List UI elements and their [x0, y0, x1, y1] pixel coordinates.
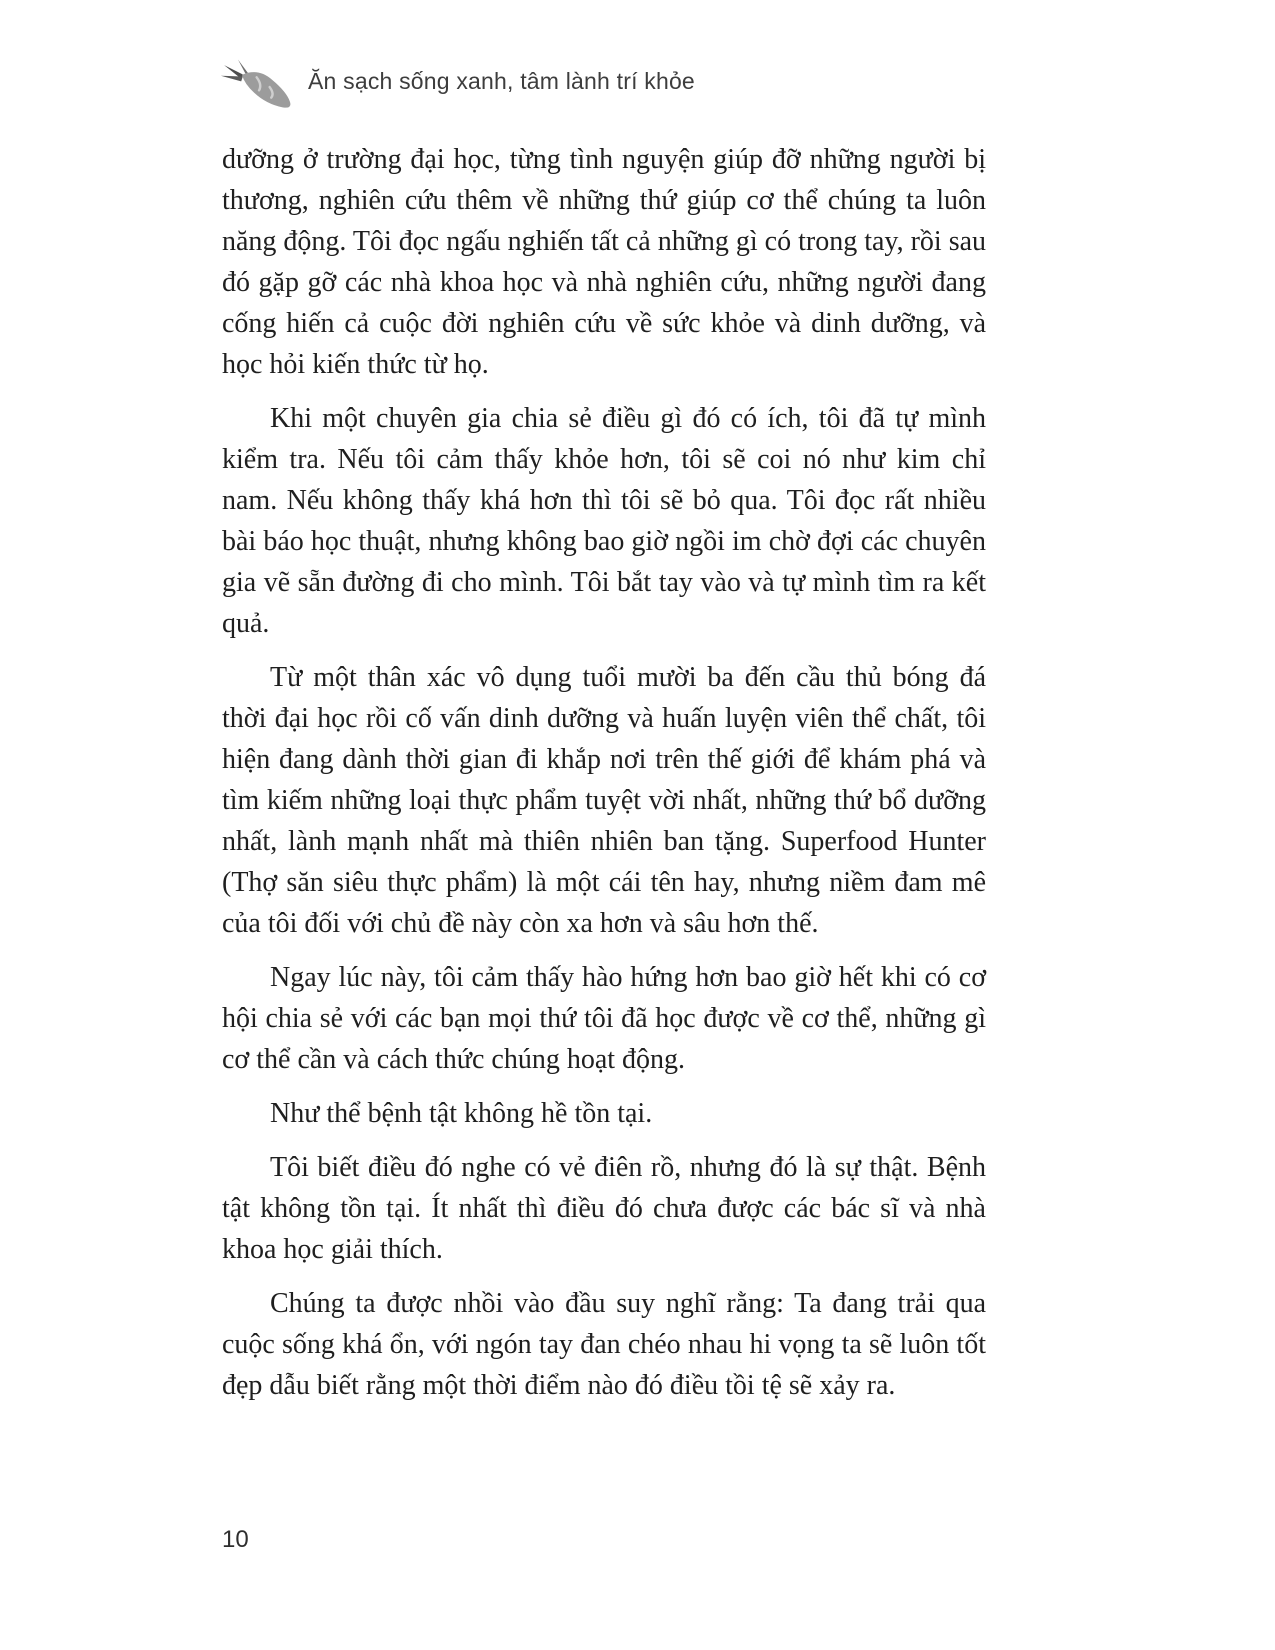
paragraph: Tôi biết điều đó nghe có vẻ điên rồ, nhưng đó là sự thật. Bệnh tật không tồn tại. Ít nhất thì điều đó chưa được các bác sĩ và nhà khoa học giải thích.: [222, 1152, 986, 1265]
paragraph: dưỡng ở trường đại học, từng tình nguyện giúp đỡ những người bị thương, nghiên cứu thêm về những thứ giúp cơ thể chúng ta luôn năng động. Tôi đọc ngấu nghiến tất cả những gì có trong tay, rồi sau đó gặp gỡ các nhà khoa học và nhà nghiên cứu, những người đang cống hiến cả cuộc đời nghiên cứu về sức khỏe và dinh dưỡng, và học hỏi kiến thức từ họ.: [222, 144, 987, 380]
page-number: 10: [222, 1526, 249, 1553]
paragraph: Chúng ta được nhồi vào đầu suy nghĩ rằng: Ta đang trải qua cuộc sống khá ổn, với ngón tay đan chéo nhau hi vọng ta sẽ luôn tốt đẹp dẫu biết rằng một thời điểm nào đó điều tồi tệ sẽ xảy ra.: [222, 1288, 986, 1401]
paragraph: Ngay lúc này, tôi cảm thấy hào hứng hơn bao giờ hết khi có cơ hội chia sẻ với các bạn mọi thứ tôi đã học được về cơ thể, những gì cơ thể cần và cách thức chúng hoạt động.: [222, 962, 986, 1075]
paragraph: Từ một thân xác vô dụng tuổi mười ba đến cầu thủ bóng đá thời đại học rồi cố vấn dinh dưỡng và huấn luyện viên thể chất, tôi hiện đang dành thời gian đi khắp nơi trên thế giới để khám phá và tìm kiếm những loại thực phẩm tuyệt vời nhất, những thứ bổ dưỡng nhất, lành mạnh nhất mà thiên nhiên ban tặng. Superfood Hunter (Thợ săn siêu thực phẩm) là một cái tên hay, nhưng niềm đam mê của tôi đối với chủ đề này còn xa hơn và sâu hơn thế.: [222, 662, 986, 939]
running-header: [216, 56, 695, 110]
paragraph: Khi một chuyên gia chia sẻ điều gì đó có ích, tôi đã tự mình kiểm tra. Nếu tôi cảm thấy khỏe hơn, tôi sẽ coi nó như kim chỉ nam. Nếu không thấy khá hơn thì tôi sẽ bỏ qua. Tôi đọc rất nhiều bài báo học thuật, nhưng không bao giờ ngồi im chờ đợi các chuyên gia vẽ sẵn đường đi cho mình. Tôi bắt tay vào và tự mình tìm ra kết quả.: [222, 403, 986, 639]
carrot-icon: [216, 56, 294, 110]
paragraph: Như thể bệnh tật không hề tồn tại.: [270, 1098, 653, 1129]
body-text: [222, 139, 986, 1419]
header-title: Ăn sạch sống xanh, tâm lành trí khỏe: [308, 67, 695, 94]
